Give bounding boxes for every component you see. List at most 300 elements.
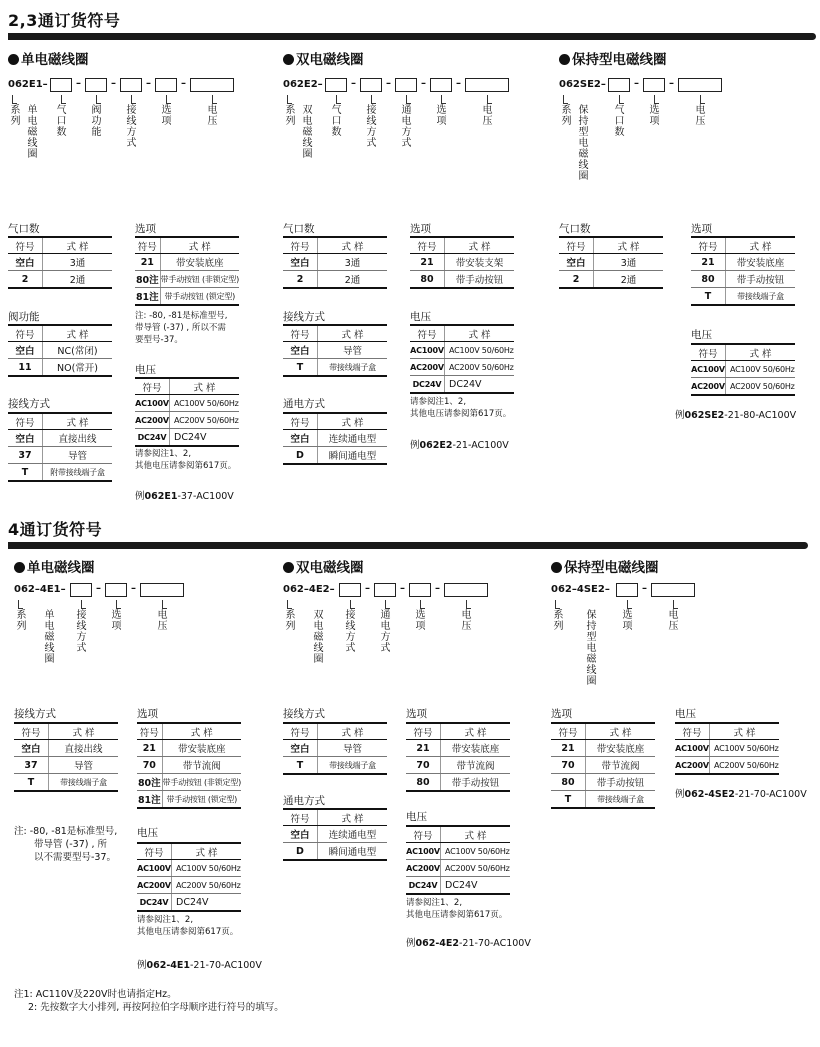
col-header: 符号	[406, 826, 441, 843]
col-header: 式 样	[586, 723, 656, 740]
col-header: 符号	[551, 723, 586, 740]
table-row	[135, 429, 239, 447]
label-option: 选项	[649, 105, 660, 127]
label-leader	[406, 95, 411, 104]
col-header: 式 样	[49, 723, 119, 740]
valve-table	[8, 324, 112, 377]
cell-spec: AC100V 50/60Hz	[172, 860, 242, 877]
example-prefix: 例	[137, 960, 147, 971]
section-divider	[8, 33, 816, 40]
example-suffix: -21-80-AC100V	[724, 410, 797, 421]
cell-symbol: 21	[135, 254, 160, 271]
table-row	[551, 757, 655, 774]
cell-symbol: 80注	[137, 774, 162, 791]
cell-spec: 带节流阀	[162, 757, 241, 774]
model-code: 062E1–	[8, 79, 48, 90]
col-header: 式 样	[318, 809, 388, 826]
cell-spec: 带接线端子盒	[726, 288, 796, 306]
cell-spec: 2通	[594, 271, 664, 289]
note-line: 其他电压请参阅第617页。	[135, 461, 237, 471]
col-header: 式 样	[318, 237, 388, 254]
cell-spec: DC24V	[441, 877, 511, 895]
cell-symbol: 空白	[283, 254, 318, 271]
table-caption: 电压	[137, 827, 158, 839]
cell-spec: 带安装底座	[160, 254, 239, 271]
cell-symbol: 空白	[8, 430, 43, 447]
heading-text: 保持型电磁线圈	[572, 52, 667, 68]
table-caption: 电压	[691, 329, 712, 341]
code-dash: –	[634, 78, 639, 89]
label-leader	[96, 95, 101, 104]
code-box-option	[643, 78, 665, 92]
cell-symbol: 2	[8, 271, 43, 289]
table-row	[283, 826, 387, 843]
code-box-option	[155, 78, 177, 92]
col-header: 符号	[283, 413, 318, 430]
table-row	[406, 843, 510, 860]
label-leader	[12, 95, 17, 104]
label-leader	[350, 600, 355, 609]
code-dash: –	[642, 583, 647, 594]
cell-spec: DC24V	[445, 376, 515, 394]
voltage-table	[137, 842, 241, 912]
example-prefix: 例	[406, 938, 416, 949]
cell-spec: 带接线端子盒	[318, 359, 388, 377]
heading-latching-solenoid	[559, 48, 667, 68]
cell-spec: 带节流阀	[586, 757, 656, 774]
cell-symbol: T	[8, 464, 43, 482]
cell-symbol: 空白	[8, 342, 43, 359]
code-box-wiring	[339, 583, 361, 597]
cell-symbol: 80	[406, 774, 441, 792]
table-row	[137, 774, 241, 791]
option-table	[410, 236, 514, 289]
label-leader	[563, 95, 568, 104]
label-wiring: 接线方式	[76, 610, 87, 654]
col-header: 符号	[8, 237, 43, 254]
ports-table	[283, 236, 387, 289]
code-box-option	[430, 78, 452, 92]
voltage-note	[406, 897, 507, 921]
note-line: 请参阅注1、2,	[406, 898, 463, 908]
table-caption: 阀功能	[8, 311, 40, 323]
code-dash: –	[131, 583, 136, 594]
table-caption: 电压	[410, 311, 431, 323]
table-row	[691, 254, 795, 271]
code-box-voltage	[651, 583, 695, 597]
table-row	[283, 359, 387, 377]
col-header: 符号	[137, 843, 172, 860]
code-box-wiring	[70, 583, 92, 597]
note-line: 请参阅注1、2,	[137, 915, 194, 925]
col-header: 符号	[410, 325, 445, 342]
table-row	[406, 860, 510, 877]
col-header: 式 样	[441, 826, 511, 843]
cell-spec: 带安装支架	[445, 254, 515, 271]
col-header: 式 样	[172, 843, 242, 860]
table-caption: 通电方式	[283, 398, 325, 410]
cell-symbol: 空白	[283, 430, 318, 447]
table-row	[410, 359, 514, 376]
table-row	[410, 376, 514, 394]
example-code: 062-4E1	[146, 960, 190, 971]
code-box-option	[105, 583, 127, 597]
label-series: 系列	[285, 610, 296, 632]
ports-table	[8, 236, 112, 289]
energize-table	[283, 808, 387, 861]
col-header: 式 样	[162, 723, 241, 740]
label-leader	[81, 600, 86, 609]
cell-symbol: T	[283, 757, 318, 775]
cell-spec: 带接线端子盒	[49, 774, 119, 792]
label-solenoid: 保持型电磁线圈	[586, 610, 597, 687]
example-code: 062E1	[144, 491, 178, 502]
cell-symbol: AC100V	[410, 342, 445, 359]
table-row	[283, 271, 387, 289]
voltage-table	[135, 377, 239, 447]
table-row	[8, 359, 112, 377]
cell-symbol: AC100V	[137, 860, 172, 877]
code-dash: –	[435, 583, 440, 594]
cell-symbol: AC200V	[137, 877, 172, 894]
table-row	[8, 430, 112, 447]
table-row	[14, 757, 118, 774]
cell-symbol: T	[551, 791, 586, 809]
cell-symbol: DC24V	[135, 429, 170, 447]
cell-symbol: 空白	[283, 342, 318, 359]
table-row	[14, 774, 118, 792]
label-option: 选项	[111, 610, 122, 632]
label-solenoid: 单电磁线圈	[44, 610, 55, 665]
table-row	[559, 254, 663, 271]
cell-spec: 带手动按钮 (锁定型)	[162, 791, 241, 809]
table-row	[283, 342, 387, 359]
code-dash: –	[669, 78, 674, 89]
section-divider	[8, 542, 808, 549]
label-leader	[654, 95, 659, 104]
label-series: 系列	[553, 610, 564, 632]
table-row	[551, 791, 655, 809]
code-box-ports	[325, 78, 347, 92]
table-caption: 气口数	[559, 223, 591, 235]
label-series: 系列	[16, 610, 27, 632]
code-box-wiring	[360, 78, 382, 92]
code-box-ports	[50, 78, 72, 92]
note-line: 带导管 (-37) , 所以不需	[135, 323, 226, 333]
table-row	[410, 271, 514, 289]
col-header: 式 样	[710, 723, 780, 740]
table-row	[283, 254, 387, 271]
col-header: 式 样	[445, 325, 515, 342]
table-row	[283, 447, 387, 465]
cell-symbol: DC24V	[406, 877, 441, 895]
code-dash: –	[456, 78, 461, 89]
code-dash: –	[365, 583, 370, 594]
code-box-energize	[395, 78, 417, 92]
table-caption: 通电方式	[283, 795, 325, 807]
label-series: 系列	[285, 105, 296, 127]
label-leader	[555, 600, 560, 609]
label-voltage: 电压	[157, 610, 168, 632]
bullet-icon	[14, 562, 25, 573]
example-code: 062-4E2	[415, 938, 459, 949]
label-leader	[336, 95, 341, 104]
table-row	[283, 843, 387, 861]
heading-text: 单电磁线圈	[21, 52, 89, 68]
cell-spec: 瞬间通电型	[318, 843, 388, 861]
cell-spec: AC200V 50/60Hz	[170, 412, 240, 429]
cell-symbol: 21	[406, 740, 441, 757]
table-row	[137, 740, 241, 757]
cell-spec: 带节流阀	[441, 757, 511, 774]
label-option: 选项	[436, 105, 447, 127]
cell-symbol: 81注	[135, 288, 160, 306]
table-row	[8, 254, 112, 271]
table-row	[406, 877, 510, 895]
cell-spec: 带安装底座	[726, 254, 796, 271]
col-header: 符号	[691, 344, 726, 361]
label-leader	[371, 95, 376, 104]
cell-spec: 2通	[43, 271, 113, 289]
heading-text: 保持型电磁线圈	[564, 560, 659, 576]
cell-symbol: 空白	[559, 254, 594, 271]
cell-spec: 3通	[43, 254, 113, 271]
voltage-table	[410, 324, 514, 394]
cell-symbol: AC100V	[135, 395, 170, 412]
option-table	[406, 722, 510, 792]
label-leader	[18, 600, 23, 609]
model-code: 062E2–	[283, 79, 323, 90]
option-table	[137, 722, 241, 809]
col-header: 符号	[675, 723, 710, 740]
table-caption: 接线方式	[14, 708, 56, 720]
code-dash: –	[96, 583, 101, 594]
table-row	[137, 791, 241, 809]
cell-symbol: 37	[8, 447, 43, 464]
cell-symbol: AC200V	[410, 359, 445, 376]
cell-symbol: 80	[691, 271, 726, 288]
label-leader	[673, 600, 678, 609]
col-header: 式 样	[43, 413, 113, 430]
table-caption: 气口数	[8, 223, 40, 235]
voltage-note	[410, 396, 511, 420]
col-header: 符号	[691, 237, 726, 254]
cell-spec: 3通	[594, 254, 664, 271]
example-suffix: -21-70-AC100V	[459, 938, 531, 949]
table-row	[135, 271, 239, 288]
code-box-voltage	[190, 78, 234, 92]
cell-symbol: 21	[691, 254, 726, 271]
cell-symbol: DC24V	[410, 376, 445, 394]
cell-symbol: 2	[283, 271, 318, 289]
heading-single-solenoid	[14, 556, 95, 576]
cell-symbol: AC100V	[675, 740, 710, 757]
cell-symbol: 空白	[283, 826, 318, 843]
code-dash: –	[181, 78, 186, 89]
cell-symbol: AC100V	[691, 361, 726, 378]
cell-symbol: T	[691, 288, 726, 306]
example-code: 062SE2	[684, 410, 725, 421]
code-dash: –	[400, 583, 405, 594]
bullet-icon	[559, 54, 570, 65]
note-line: 要型号-37。	[135, 335, 183, 345]
cell-symbol: AC200V	[135, 412, 170, 429]
example-prefix: 例	[135, 491, 145, 502]
cell-spec: 带手动按钮 (锁定型)	[160, 288, 239, 306]
col-header: 式 样	[726, 237, 796, 254]
section-title-2-3-port: 2,3通订货符号	[8, 11, 121, 30]
col-header: 式 样	[594, 237, 664, 254]
label-leader	[287, 600, 292, 609]
label-leader	[131, 95, 136, 104]
label-series: 系列	[561, 105, 572, 127]
cell-symbol: AC100V	[406, 843, 441, 860]
cell-spec: 带手动按钮	[726, 271, 796, 288]
code-box-option	[409, 583, 431, 597]
table-row	[135, 254, 239, 271]
table-row	[135, 395, 239, 412]
table-row	[137, 894, 241, 912]
label-leader	[700, 95, 705, 104]
label-solenoid: 双电磁线圈	[302, 105, 313, 160]
label-wiring: 接线方式	[345, 610, 356, 654]
example-code: 062E2	[419, 440, 453, 451]
label-energize: 通电方式	[401, 105, 412, 149]
col-header: 式 样	[441, 723, 511, 740]
cell-spec: 带手动按钮 (非锁定型)	[160, 271, 239, 288]
order-example	[675, 407, 796, 421]
code-box-voltage	[465, 78, 509, 92]
label-solenoid: 单电磁线圈	[27, 105, 38, 160]
cell-spec: 直接出线	[49, 740, 119, 757]
col-header: 符号	[283, 325, 318, 342]
cell-spec: 带接线端子盒	[318, 757, 388, 775]
label-leader	[166, 95, 171, 104]
cell-symbol: AC200V	[691, 378, 726, 396]
table-caption: 选项	[406, 708, 427, 720]
table-row	[551, 774, 655, 791]
cell-spec: 连续通电型	[318, 826, 388, 843]
footnote-line: 注1: AC110V及220V时也请指定Hz。	[14, 989, 177, 1000]
col-header: 符号	[406, 723, 441, 740]
cell-spec: 带安装底座	[162, 740, 241, 757]
cell-symbol: 21	[410, 254, 445, 271]
table-row	[691, 288, 795, 306]
note-line: 以不需要型号-37。	[34, 852, 117, 863]
cell-symbol: 空白	[283, 740, 318, 757]
cell-spec: NC(常闭)	[43, 342, 113, 359]
table-row	[675, 740, 779, 757]
cell-spec: 带手动按钮	[445, 271, 515, 289]
label-leader	[466, 600, 471, 609]
code-box-ports	[608, 78, 630, 92]
code-dash: –	[111, 78, 116, 89]
label-valve: 阀功能	[91, 105, 102, 138]
label-energize: 通电方式	[380, 610, 391, 654]
col-header: 式 样	[43, 325, 113, 342]
table-caption: 选项	[137, 708, 158, 720]
code-box-wiring	[120, 78, 142, 92]
cell-spec: 3通	[318, 254, 388, 271]
cell-symbol: 2	[559, 271, 594, 289]
col-header: 式 样	[160, 237, 239, 254]
cell-spec: DC24V	[172, 894, 242, 912]
cell-spec: AC100V 50/60Hz	[170, 395, 240, 412]
bullet-icon	[8, 54, 19, 65]
cell-spec: AC200V 50/60Hz	[726, 378, 796, 396]
label-option: 选项	[622, 610, 633, 632]
note-line: 其他电压请参阅第617页。	[410, 409, 512, 419]
col-header: 符号	[8, 325, 43, 342]
cell-symbol: 21	[551, 740, 586, 757]
example-prefix: 例	[410, 440, 420, 451]
code-box-energize	[374, 583, 396, 597]
note-line: 其他电压请参阅第617页。	[137, 927, 239, 937]
heading-double-solenoid	[283, 48, 364, 68]
col-header: 式 样	[170, 378, 240, 395]
heading-text: 单电磁线圈	[27, 560, 95, 576]
label-leader	[441, 95, 446, 104]
label-option: 选项	[415, 610, 426, 632]
table-row	[406, 774, 510, 792]
cell-symbol: 空白	[14, 740, 49, 757]
example-prefix: 例	[675, 410, 685, 421]
wiring-table	[283, 722, 387, 775]
example-suffix: -21-70-AC100V	[734, 789, 807, 800]
table-caption: 电压	[675, 708, 696, 720]
example-code: 062-4SE2	[684, 789, 735, 800]
col-header: 符号	[559, 237, 594, 254]
code-box-voltage	[678, 78, 722, 92]
cell-symbol: 81注	[137, 791, 162, 809]
label-leader	[212, 95, 217, 104]
table-caption: 接线方式	[283, 311, 325, 323]
cell-spec: 2通	[318, 271, 388, 289]
table-row	[14, 740, 118, 757]
table-caption: 电压	[406, 811, 427, 823]
heading-text: 双电磁线圈	[296, 52, 364, 68]
cell-spec: AC200V 50/60Hz	[172, 877, 242, 894]
col-header: 符号	[8, 413, 43, 430]
table-row	[675, 757, 779, 775]
table-row	[691, 361, 795, 378]
example-suffix: -37-AC100V	[177, 491, 234, 502]
label-wiring: 接线方式	[366, 105, 377, 149]
table-row	[137, 860, 241, 877]
label-ports: 气口数	[331, 105, 342, 138]
cell-spec: 导管	[318, 342, 388, 359]
section-title-4-port: 4通订货符号	[8, 520, 103, 539]
label-leader	[420, 600, 425, 609]
voltage-table	[691, 343, 795, 396]
cell-spec: 带安装底座	[441, 740, 511, 757]
cell-spec: AC200V 50/60Hz	[441, 860, 511, 877]
cell-spec: DC24V	[170, 429, 240, 447]
table-caption: 电压	[135, 364, 156, 376]
code-dash: –	[386, 78, 391, 89]
col-header: 符号	[283, 237, 318, 254]
code-box-valve	[85, 78, 107, 92]
label-voltage: 电压	[482, 105, 493, 127]
note-line: 带导管 (-37) , 所	[34, 839, 108, 850]
option-table	[691, 236, 795, 306]
cell-spec: AC100V 50/60Hz	[710, 740, 780, 757]
table-caption: 选项	[691, 223, 712, 235]
cell-symbol: DC24V	[137, 894, 172, 912]
cell-symbol: 80	[410, 271, 445, 289]
footnotes	[14, 988, 284, 1014]
code-dash: –	[146, 78, 151, 89]
